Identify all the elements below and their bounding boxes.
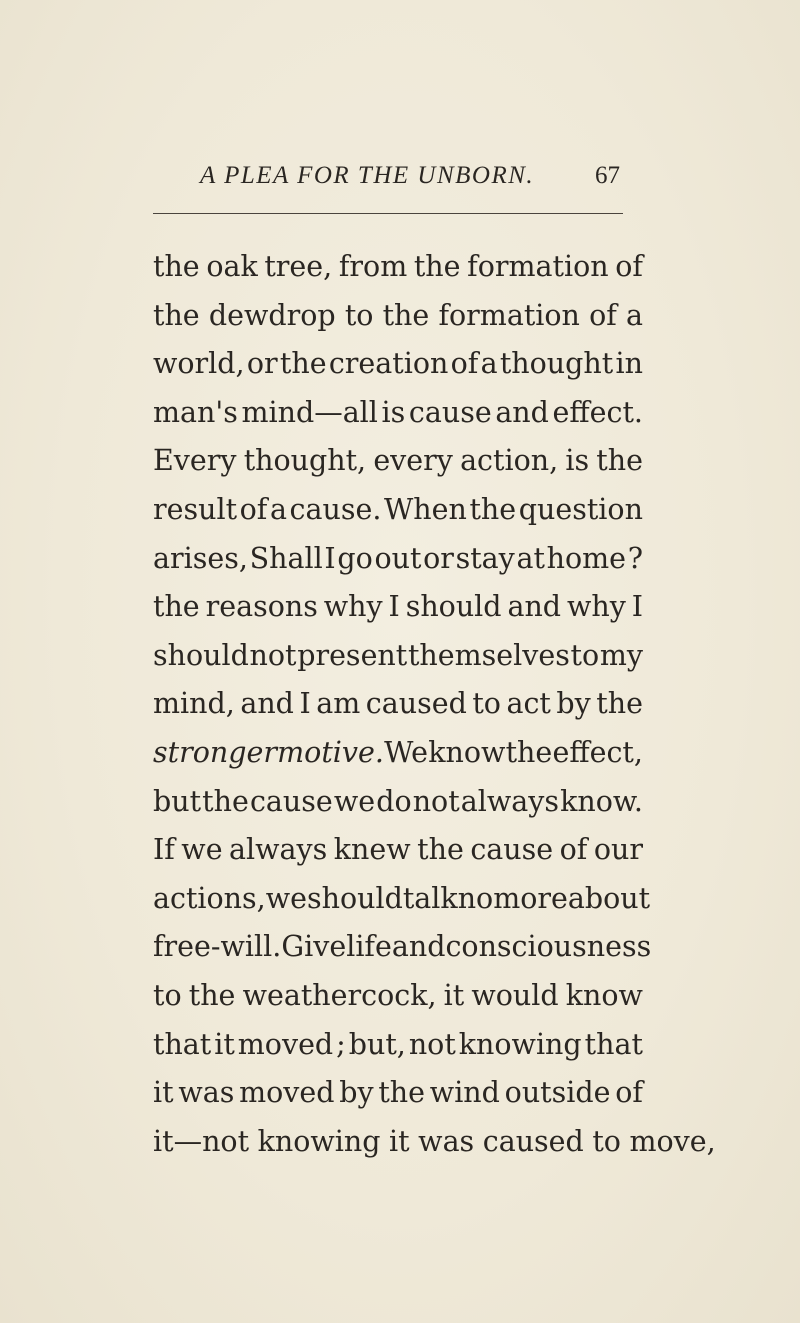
word: that bbox=[153, 1027, 212, 1061]
text-line bbox=[153, 1118, 716, 1167]
word: by bbox=[556, 687, 591, 721]
word: weathercock, bbox=[242, 978, 437, 1012]
word: arises, bbox=[153, 541, 248, 575]
word: Every bbox=[153, 444, 237, 478]
word: or bbox=[246, 347, 278, 381]
word: always bbox=[229, 833, 328, 867]
word: the bbox=[505, 735, 553, 769]
text-line bbox=[153, 486, 643, 535]
text-line bbox=[153, 292, 643, 341]
word: and bbox=[507, 590, 562, 624]
word: of bbox=[450, 347, 479, 381]
word: the bbox=[153, 298, 200, 332]
word: but, bbox=[348, 1027, 406, 1061]
word: tree, bbox=[264, 250, 333, 283]
word: present bbox=[297, 638, 408, 672]
word: I bbox=[388, 590, 400, 624]
word: the bbox=[596, 444, 643, 478]
word: was bbox=[178, 1076, 235, 1110]
word: why bbox=[566, 590, 626, 624]
word: the bbox=[153, 590, 200, 624]
word: know bbox=[428, 735, 506, 769]
word: of bbox=[615, 250, 643, 283]
text-line bbox=[153, 437, 643, 486]
word: the bbox=[188, 978, 236, 1012]
word: and bbox=[391, 930, 446, 964]
word: the bbox=[202, 784, 249, 818]
word: more bbox=[493, 881, 568, 915]
word: stay bbox=[455, 541, 515, 575]
text-line bbox=[153, 389, 643, 438]
word: world, bbox=[153, 347, 245, 381]
word: our bbox=[593, 833, 643, 867]
word: man's bbox=[153, 395, 238, 429]
word: to bbox=[570, 638, 600, 672]
word: stronger bbox=[153, 735, 277, 769]
word: When bbox=[384, 492, 467, 526]
text-line bbox=[153, 680, 643, 729]
text-line bbox=[153, 972, 643, 1021]
word: dewdrop bbox=[208, 298, 336, 332]
word: to bbox=[472, 687, 501, 721]
word: know bbox=[565, 978, 643, 1012]
word: out bbox=[374, 541, 422, 575]
word: themselves bbox=[407, 638, 570, 672]
word: from bbox=[338, 250, 408, 283]
word: cause. bbox=[289, 492, 382, 526]
word: would bbox=[471, 978, 559, 1012]
word: but bbox=[153, 784, 202, 818]
word: should bbox=[405, 590, 502, 624]
word: creation bbox=[328, 347, 449, 381]
word: mind—all bbox=[241, 395, 378, 429]
word: the bbox=[417, 833, 464, 867]
word: go bbox=[337, 541, 373, 575]
word: act bbox=[506, 687, 551, 721]
word: knowing bbox=[458, 1027, 582, 1061]
word: the bbox=[413, 250, 461, 283]
text-line bbox=[153, 875, 651, 924]
word: the bbox=[469, 492, 517, 526]
word: and bbox=[240, 687, 294, 721]
word: home bbox=[546, 541, 626, 575]
word: If bbox=[153, 833, 175, 867]
word: of bbox=[615, 1076, 643, 1110]
word: the bbox=[382, 298, 430, 332]
word: the bbox=[153, 250, 200, 283]
text-line bbox=[153, 729, 643, 778]
word: formation bbox=[438, 298, 580, 332]
word: Give bbox=[281, 930, 347, 964]
word: of bbox=[559, 833, 588, 867]
word: cause bbox=[408, 395, 492, 429]
text-line bbox=[153, 1021, 643, 1070]
word: outside bbox=[504, 1076, 611, 1110]
word: should bbox=[307, 881, 403, 915]
word: am bbox=[316, 687, 361, 721]
word: oak bbox=[206, 250, 258, 283]
word: a bbox=[625, 298, 643, 332]
word: effect. bbox=[552, 395, 643, 429]
word: should bbox=[153, 638, 249, 672]
word: ? bbox=[627, 541, 643, 575]
word: a bbox=[480, 347, 498, 381]
word: We bbox=[384, 735, 428, 769]
word: a bbox=[269, 492, 287, 526]
word: it bbox=[389, 1124, 410, 1158]
word: not bbox=[412, 784, 460, 818]
text-line bbox=[153, 826, 643, 875]
word: mind, bbox=[153, 687, 235, 721]
word: was bbox=[418, 1124, 475, 1158]
word: cause bbox=[249, 784, 333, 818]
word: moved bbox=[239, 1076, 335, 1110]
text-line bbox=[153, 923, 652, 972]
word: result bbox=[153, 492, 238, 526]
word: knew bbox=[333, 833, 411, 867]
word: of bbox=[589, 298, 617, 332]
word: I bbox=[299, 687, 311, 721]
word: knowing bbox=[257, 1124, 381, 1158]
word: at bbox=[516, 541, 545, 575]
text-line bbox=[153, 535, 643, 584]
word: by bbox=[339, 1076, 374, 1110]
word: we bbox=[265, 881, 307, 915]
word: that bbox=[584, 1027, 643, 1061]
word: it bbox=[214, 1027, 235, 1061]
word: and bbox=[495, 395, 549, 429]
word: why bbox=[323, 590, 383, 624]
word: I bbox=[631, 590, 643, 624]
running-head bbox=[200, 162, 620, 198]
running-title: A PLEA FOR THE UNBORN. bbox=[200, 162, 535, 189]
word: is bbox=[381, 395, 406, 429]
word: free-will. bbox=[153, 930, 282, 964]
word: about bbox=[567, 881, 651, 915]
text-line bbox=[153, 243, 643, 292]
word: to bbox=[344, 298, 374, 332]
text-line bbox=[153, 340, 643, 389]
word: to bbox=[592, 1124, 621, 1158]
word: it bbox=[153, 1076, 174, 1110]
word: of bbox=[239, 492, 268, 526]
text-line bbox=[153, 632, 643, 681]
word: thought, bbox=[243, 444, 367, 478]
word: life bbox=[346, 930, 392, 964]
word: not bbox=[249, 638, 297, 672]
text-line bbox=[153, 1069, 643, 1118]
word: caused bbox=[482, 1124, 584, 1158]
word: know. bbox=[560, 784, 643, 818]
word: the bbox=[378, 1076, 426, 1110]
word: we bbox=[333, 784, 376, 818]
word: move, bbox=[629, 1124, 716, 1158]
word: moved bbox=[237, 1027, 334, 1061]
word: to bbox=[153, 978, 182, 1012]
word: no bbox=[457, 881, 494, 915]
word: motive. bbox=[277, 735, 384, 769]
word: do bbox=[376, 784, 412, 818]
word: effect, bbox=[552, 735, 643, 769]
word: reasons bbox=[205, 590, 318, 624]
word: we bbox=[181, 833, 223, 867]
page-number: 67 bbox=[595, 162, 620, 189]
word: action, bbox=[460, 444, 559, 478]
word: question bbox=[518, 492, 643, 526]
word: ; bbox=[336, 1027, 346, 1061]
word: Shall bbox=[249, 541, 323, 575]
word: cause bbox=[470, 833, 554, 867]
word: caused bbox=[365, 687, 467, 721]
word: consciousness bbox=[445, 930, 652, 964]
word: it bbox=[443, 978, 465, 1012]
word: wind bbox=[429, 1076, 500, 1110]
word: the bbox=[596, 687, 643, 721]
word: every bbox=[373, 444, 453, 478]
word: or bbox=[423, 541, 454, 575]
header-rule bbox=[153, 213, 623, 214]
word: formation bbox=[467, 250, 609, 283]
word: actions, bbox=[153, 881, 266, 915]
word: is bbox=[565, 444, 590, 478]
word: not bbox=[408, 1027, 456, 1061]
word: talk bbox=[402, 881, 458, 915]
word: thought bbox=[499, 347, 614, 381]
body-text bbox=[153, 243, 716, 1166]
word: I bbox=[324, 541, 336, 575]
word: in bbox=[615, 347, 643, 381]
text-line bbox=[153, 778, 643, 827]
word: the bbox=[279, 347, 327, 381]
word: it—not bbox=[153, 1124, 250, 1158]
word: my bbox=[599, 638, 643, 672]
word: always bbox=[460, 784, 559, 818]
text-line bbox=[153, 583, 643, 632]
